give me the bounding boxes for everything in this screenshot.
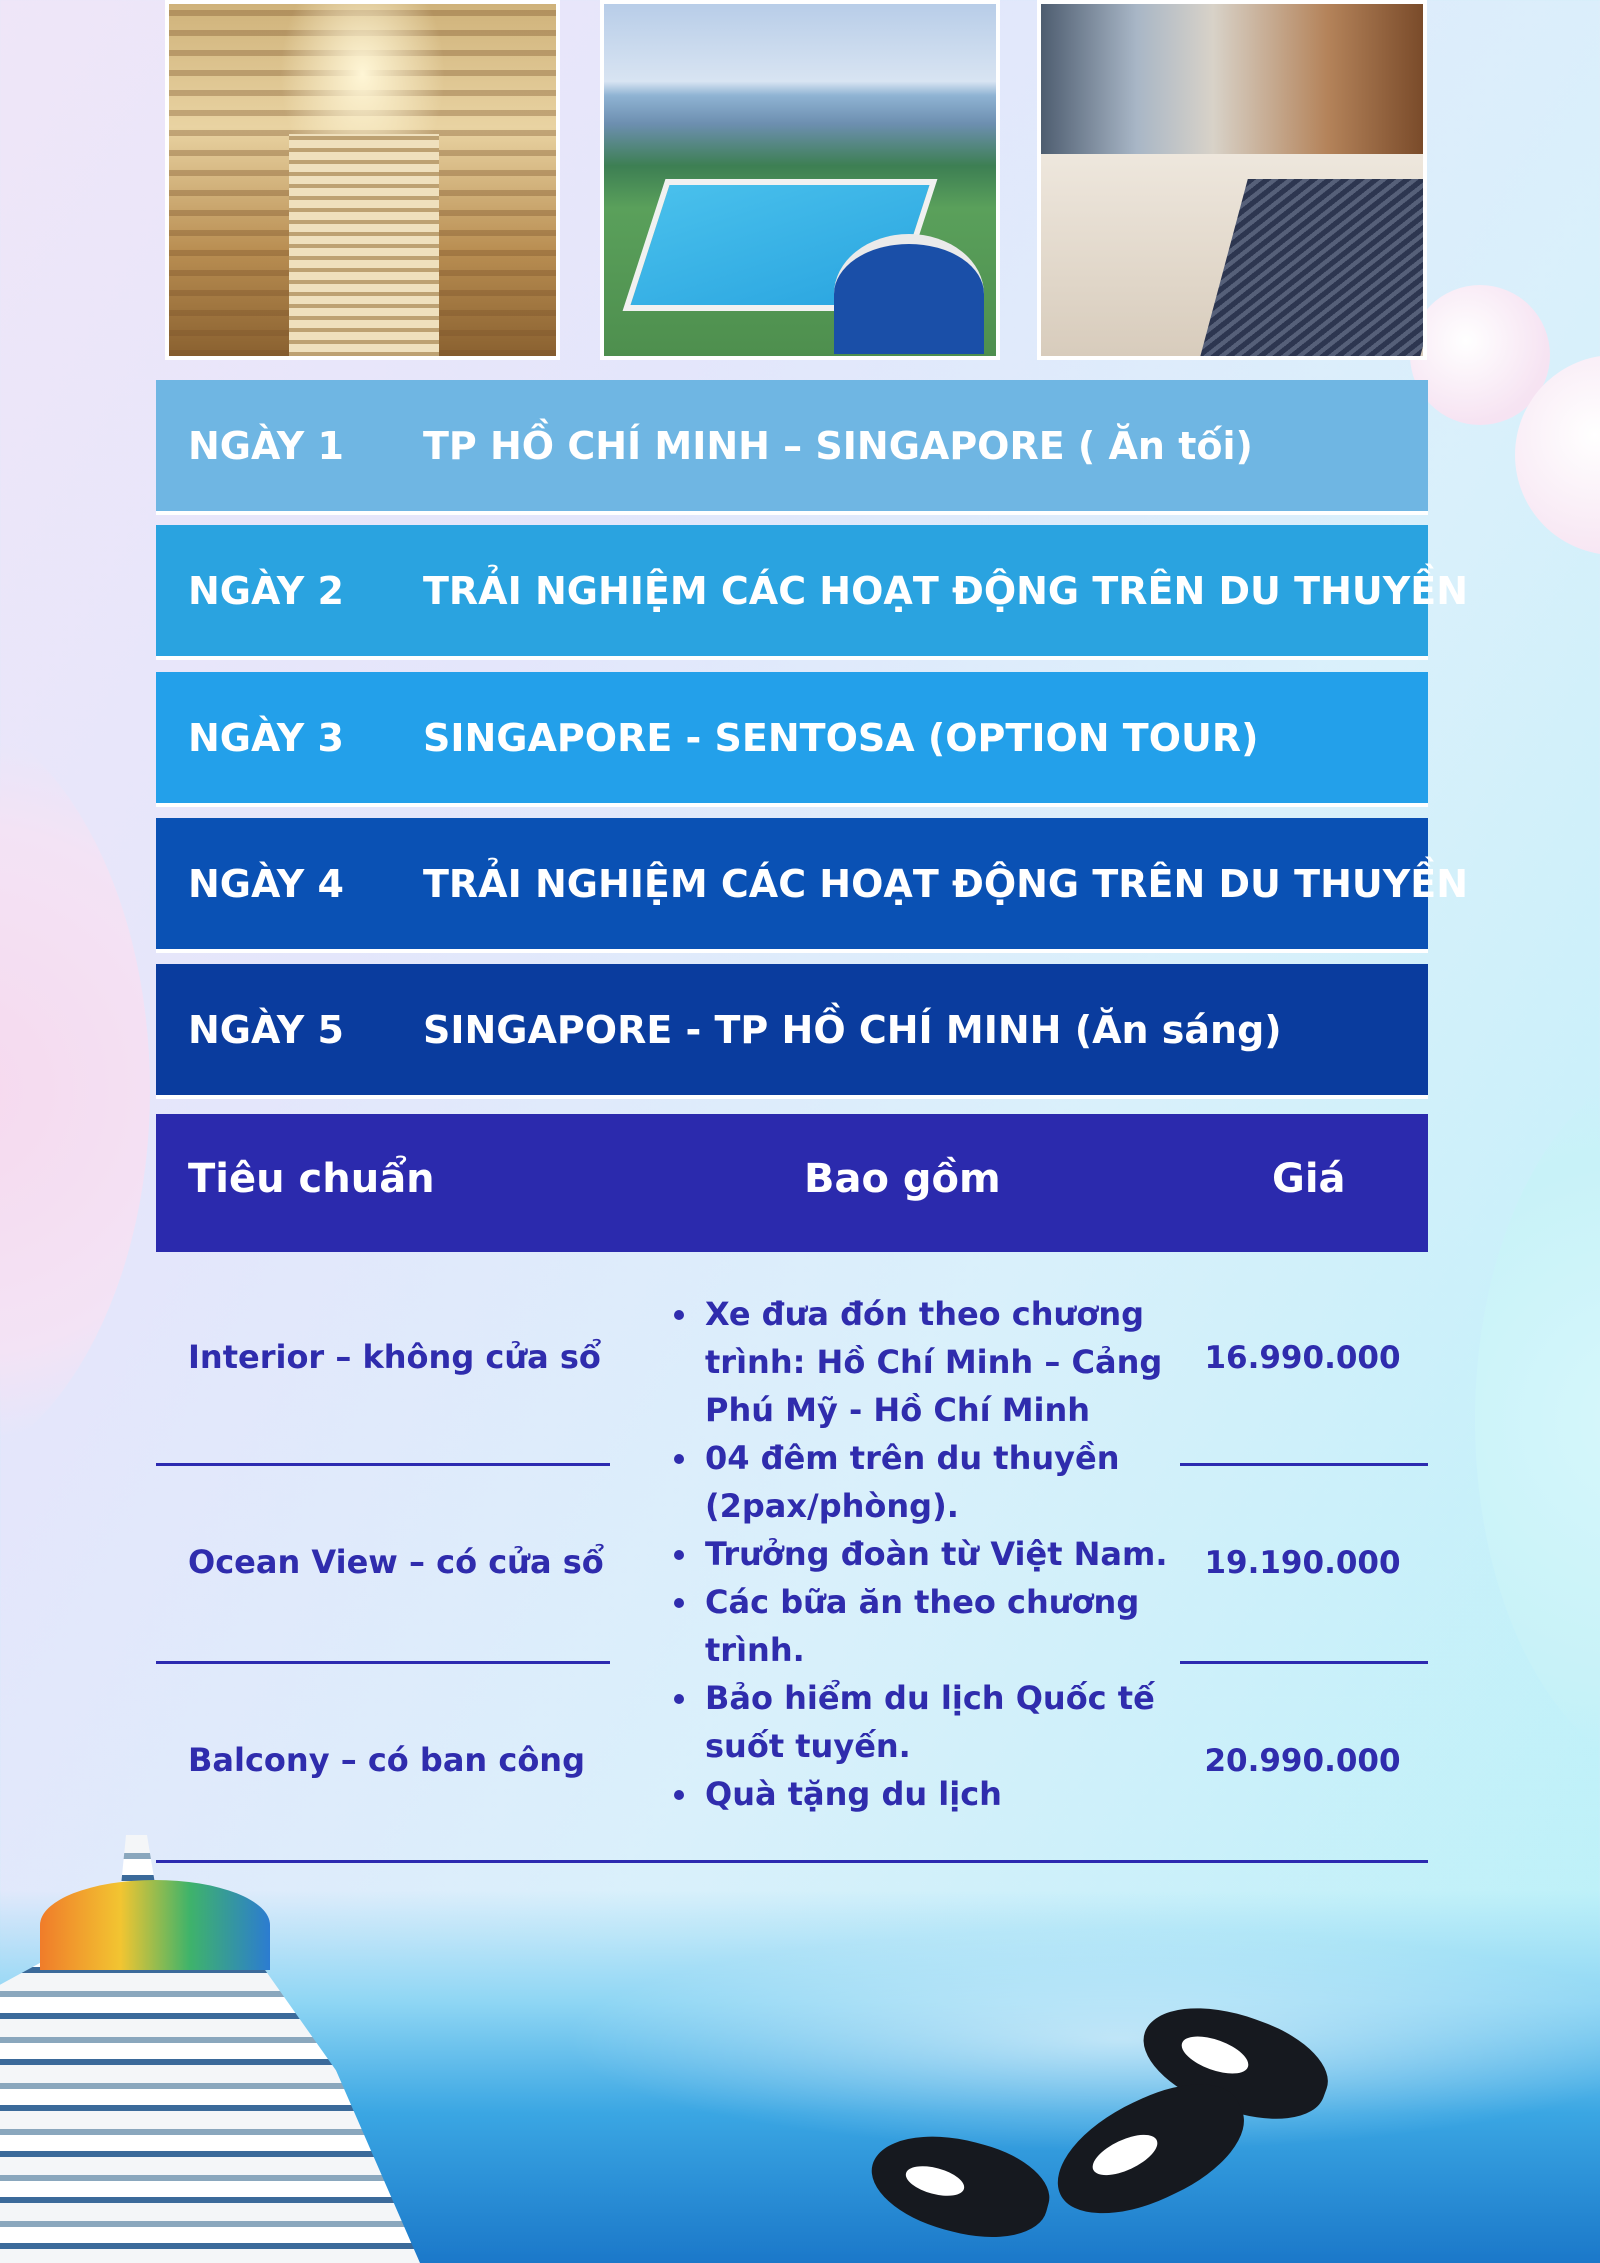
standard-column-header: Tiêu chuẩn [188, 1156, 435, 1202]
includes-column-header: Bao gồm [804, 1156, 1001, 1202]
row-divider [1180, 1463, 1428, 1466]
day-title: SINGAPORE - TP HỒ CHÍ MINH (Ăn sáng) [423, 1007, 1282, 1052]
cabin-room-photo [1037, 0, 1427, 360]
ship-pool-deck-photo [600, 0, 1000, 360]
includes-item: • 04 đêm trên du thuyền (2pax/phòng). [701, 1434, 1206, 1530]
day-label: NGÀY 2 [188, 568, 344, 613]
decorative-bubble [0, 700, 150, 1480]
row-divider [156, 1661, 610, 1664]
day-label: NGÀY 4 [188, 861, 344, 906]
day-title: SINGAPORE - SENTOSA (OPTION TOUR) [423, 715, 1259, 760]
itinerary-day-1 [156, 380, 1428, 515]
row-divider [1180, 1661, 1428, 1664]
itinerary-day-2 [156, 525, 1468, 660]
includes-item: • Bảo hiểm du lịch Quốc tế suốt tuyến. [701, 1674, 1206, 1770]
includes-item: • Trưởng đoàn từ Việt Nam. [701, 1530, 1206, 1578]
includes-item: • Xe đưa đón theo chương trình: Hồ Chí Minh – Cảng Phú Mỹ - Hồ Chí Minh [701, 1290, 1206, 1434]
price-table-header [156, 1114, 1428, 1252]
includes-list [655, 1290, 1206, 1818]
price-balcony: 20.990.000 [1204, 1743, 1401, 1779]
table-bottom-rule [156, 1860, 1428, 1863]
decorative-bubble [1475, 1060, 1600, 1780]
day-label: NGÀY 1 [188, 423, 344, 468]
itinerary-day-3 [156, 672, 1428, 807]
price-column-header: Giá [1272, 1156, 1346, 1202]
day-title: TP HỒ CHÍ MINH – SINGAPORE ( Ăn tối) [423, 423, 1253, 468]
room-type-interior: Interior – không cửa sổ [188, 1338, 601, 1376]
price-interior: 16.990.000 [1204, 1340, 1401, 1376]
room-type-ocean-view: Ocean View – có cửa sổ [188, 1543, 604, 1581]
row-divider [156, 1463, 610, 1466]
day-title: TRẢI NGHIỆM CÁC HOẠT ĐỘNG TRÊN DU THUYỀN [423, 861, 1468, 906]
waterslide-deck-illustration [40, 1880, 270, 1970]
room-type-balcony: Balcony – có ban công [188, 1741, 585, 1779]
day-label: NGÀY 5 [188, 1007, 344, 1052]
includes-item: • Các bữa ăn theo chương trình. [701, 1578, 1206, 1674]
ship-atrium-photo [165, 0, 560, 360]
day-title: TRẢI NGHIỆM CÁC HOẠT ĐỘNG TRÊN DU THUYỀN [423, 568, 1468, 613]
day-label: NGÀY 3 [188, 715, 344, 760]
includes-item: • Quà tặng du lịch [701, 1770, 1206, 1818]
price-ocean-view: 19.190.000 [1204, 1545, 1401, 1581]
itinerary-day-4 [156, 818, 1468, 953]
itinerary-day-5 [156, 964, 1428, 1099]
